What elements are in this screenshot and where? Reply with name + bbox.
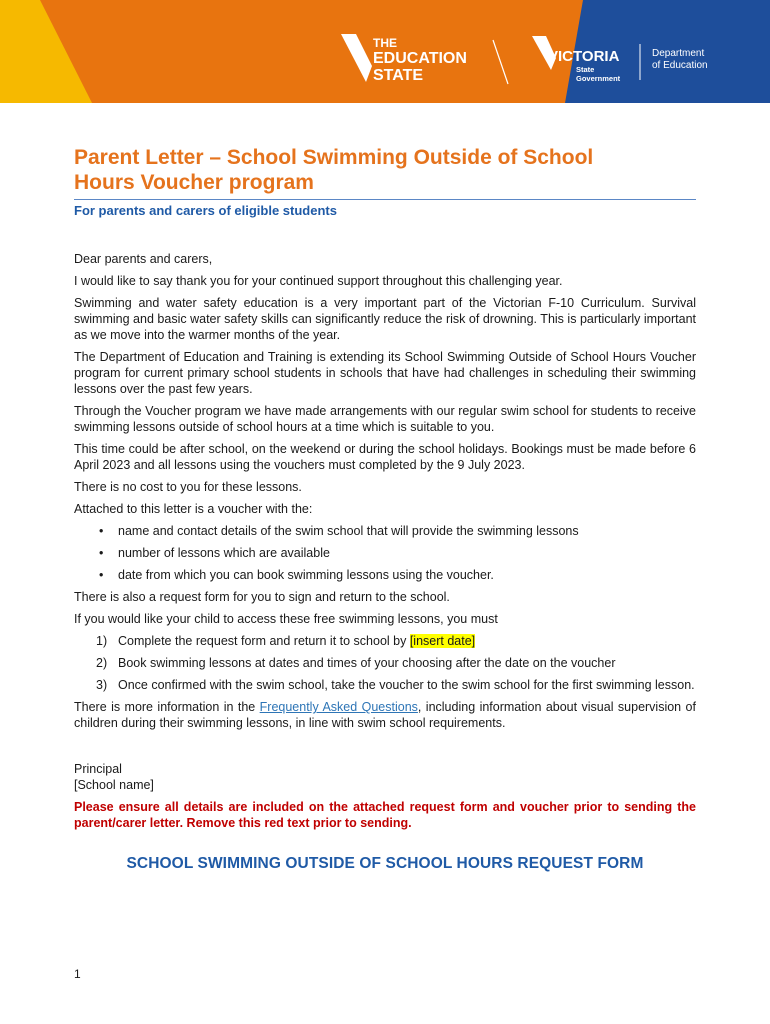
logo-of-education-text: of Education xyxy=(652,60,708,71)
steps-list xyxy=(74,633,696,693)
step-text: Book swimming lessons at dates and times of your choosing after the date on the voucher xyxy=(118,656,616,670)
greeting: Dear parents and carers, xyxy=(74,252,213,266)
page-number: 1 xyxy=(74,967,81,981)
paragraph-program-extension: The Department of Education and Training is extending its School Swimming Outside of School Hours Voucher program for current primary school students in schools that have had challenges in scheduling their swimming lessons over the past few years. xyxy=(74,350,696,396)
faq-text-after: , including information about visual supervision of children during their swimming lessons, in line with swim school requirements. xyxy=(74,700,696,730)
step-item xyxy=(96,633,696,649)
faq-link[interactable]: Frequently Asked Questions xyxy=(259,700,418,714)
logo-the-text: THE xyxy=(373,36,397,50)
signature-school: [School name] xyxy=(74,778,154,792)
step-item xyxy=(96,677,696,693)
page-subtitle: For parents and carers of eligible students xyxy=(74,199,696,218)
signature-role: Principal xyxy=(74,762,122,776)
paragraph-no-cost: There is no cost to you for these lessons. xyxy=(74,480,302,494)
paragraph-steps-intro: If you would like your child to access these free swimming lessons, you must xyxy=(74,612,498,626)
letter-content xyxy=(74,145,696,873)
step-number: 3) xyxy=(96,678,108,692)
red-instruction-note: Please ensure all details are included on the attached request form and voucher prior to sending the parent/carer letter. Remove this red text prior to sending. xyxy=(74,800,696,830)
step-text: Once confirmed with the swim school, take the voucher to the swim school for the first swimming lesson. xyxy=(118,678,695,692)
letter-body xyxy=(74,251,696,831)
header-banner xyxy=(0,0,770,103)
request-form-title: SCHOOL SWIMMING OUTSIDE OF SCHOOL HOURS REQUEST FORM xyxy=(126,855,644,872)
title-line-2: Hours Voucher program xyxy=(74,171,314,194)
step-item xyxy=(96,655,696,671)
paragraph-attached: Attached to this letter is a voucher with the: xyxy=(74,502,313,516)
logo-education-text: EDUCATION xyxy=(373,50,467,67)
list-item: • number of lessons which are available xyxy=(118,545,696,561)
paragraph-thanks: I would like to say thank you for your continued support throughout this challenging year. xyxy=(74,274,563,288)
list-item: • name and contact details of the swim school that will provide the swimming lessons xyxy=(118,523,696,539)
logo-department-text: Department xyxy=(652,48,705,59)
paragraph-faq xyxy=(74,699,696,731)
insert-date-placeholder: [insert date] xyxy=(409,634,476,648)
step-number: 2) xyxy=(96,656,108,670)
logo-state-text: STATE xyxy=(373,67,424,84)
page-title xyxy=(74,145,696,195)
step-text: Complete the request form and return it to school by xyxy=(118,634,410,648)
list-item: • date from which you can book swimming lessons using the voucher. xyxy=(118,567,696,583)
faq-text-before: There is more information in the xyxy=(74,700,260,714)
banner-graphic xyxy=(0,0,770,103)
logo-state-sub-text: State xyxy=(576,65,595,74)
paragraph-arrangements: Through the Voucher program we have made arrangements with our regular swim school for students to receive swimming lessons outside of school hours at a time which is suitable to you. xyxy=(74,404,696,434)
step-number: 1) xyxy=(96,634,108,648)
logo-victoria-text: VICTORIA xyxy=(548,48,620,65)
paragraph-request-form: There is also a request form for you to sign and return to the school. xyxy=(74,590,450,604)
paragraph-swimming-education: Swimming and water safety education is a very important part of the Victorian F-10 Curriculum. Survival swimming and basic water safety skills can significantly reduce the risk of drowning. This is particularly important as we move into the warmer months of the year. xyxy=(74,296,696,342)
title-line-1: Parent Letter – School Swimming Outside of School xyxy=(74,146,594,169)
paragraph-timing: This time could be after school, on the weekend or during the school holidays. Bookings must be made before 6 April 2023 and all lessons using the vouchers must completed by the 9 July 2023. xyxy=(74,442,696,472)
signature-block xyxy=(74,761,696,793)
voucher-items-list xyxy=(74,523,696,583)
logo-government-text: Government xyxy=(576,74,621,83)
